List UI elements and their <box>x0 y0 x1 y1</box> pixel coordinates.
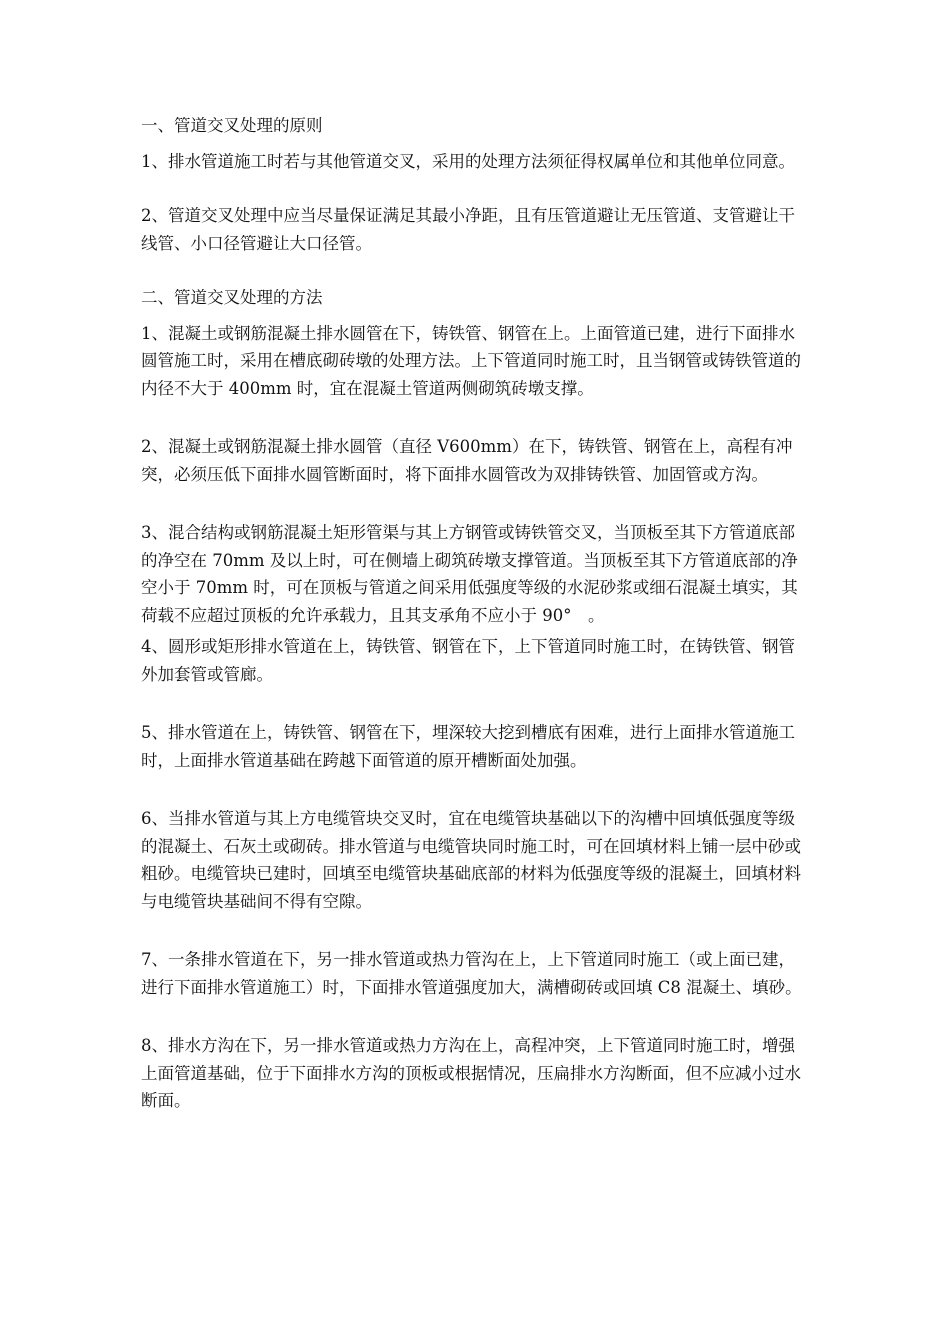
document-body <box>141 112 811 1115</box>
section-heading-principles: 一、管道交叉处理的原则 <box>141 116 323 135</box>
section-heading-methods: 二、管道交叉处理的方法 <box>141 288 323 307</box>
paragraph-method-7: 7、一条排水管道在下，另一排水管道或热力管沟在上，上下管道同时施工（或上面已建，进行下面排水管道施工）时，下面排水管道强度加大，满槽砌砖或回填 C8 混凝土、填砂。 <box>141 950 802 997</box>
paragraph-method-5: 5、排水管道在上，铸铁管、钢管在下，埋深较大挖到槽底有困难，进行上面排水管道施工时，上面排水管道基础在跨越下面管道的原开槽断面处加强。 <box>141 723 795 770</box>
paragraph-principle-1: 1、排水管道施工时若与其他管道交叉，采用的处理方法须征得权属单位和其他单位同意。 <box>141 151 795 171</box>
paragraph-method-6: 6、当排水管道与其上方电缆管块交叉时，宜在电缆管块基础以下的沟槽中回填低强度等级的混凝土、石灰土或砌砖。排水管道与电缆管块同时施工时，可在回填材料上铺一层中砂或粗砂。电缆管块已建时，回填至电缆管块基础底部的材料为低强度等级的混凝土，回填材料与电缆管块基础间不得有空隙。 <box>141 809 801 911</box>
paragraph-method-8: 8、排水方沟在下，另一排水管道或热力方沟在上，高程冲突，上下管道同时施工时，增强上面管道基础，位于下面排水方沟的顶板或根据情况，压扁排水方沟断面，但不应减小过水断面。 <box>141 1036 801 1110</box>
paragraph-method-3: 3、混合结构或钢筋混凝土矩形管渠与其上方钢管或铸铁管交叉，当顶板至其下方管道底部的净空在 70mm 及以上时，可在侧墙上砌筑砖墩支撑管道。当顶板至其下方管道底部的净空小于 70mm 时，可在顶板与管道之间采用低强度等级的水泥砂浆或细石混凝土填实，其荷载不应超过顶板的允许承载力，且其支承角不应小于 90° 。 <box>141 523 798 625</box>
paragraph-method-4: 4、圆形或矩形排水管道在上，铸铁管、钢管在下，上下管道同时施工时，在铸铁管、钢管外加套管或管廊。 <box>141 637 795 684</box>
paragraph-method-1: 1、混凝土或钢筋混凝土排水圆管在下，铸铁管、钢管在上。上面管道已建，进行下面排水圆管施工时，采用在槽底砌砖墩的处理方法。上下管道同时施工时，且当钢管或铸铁管道的内径不大于 400mm 时，宜在混凝土管道两侧砌筑砖墩支撑。 <box>141 323 801 398</box>
paragraph-method-2: 2、混凝土或钢筋混凝土排水圆管（直径 V600mm）在下，铸铁管、钢管在上，高程有冲突，必须压低下面排水圆管断面时，将下面排水圆管改为双排铸铁管、加固管或方沟。 <box>141 437 793 484</box>
paragraph-principle-2: 2、管道交叉处理中应当尽量保证满足其最小净距，且有压管道避让无压管道、支管避让干线管、小口径管避让大口径管。 <box>141 206 795 253</box>
